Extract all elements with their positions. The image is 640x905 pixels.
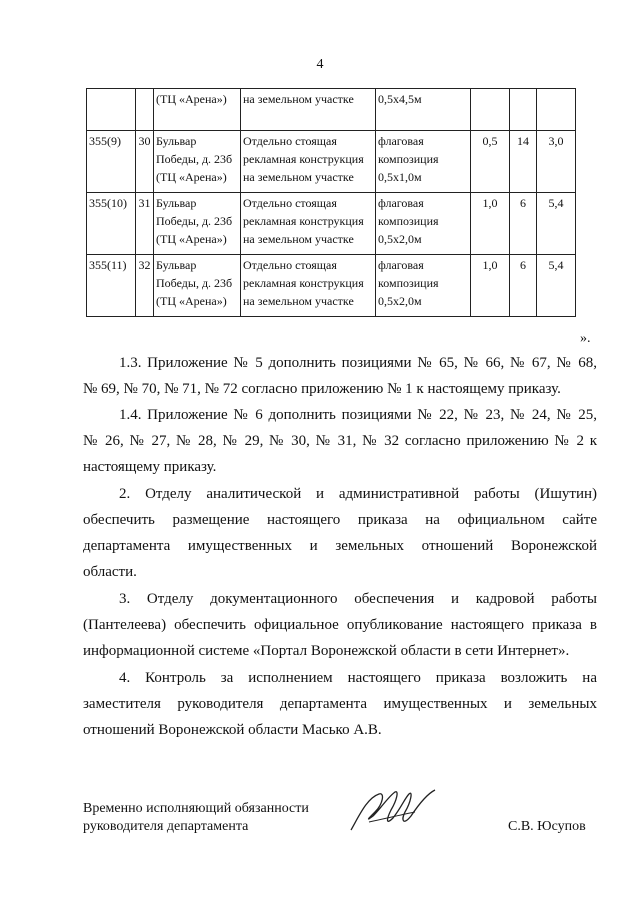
cell-line: (ТЦ «Арена») [156,232,227,246]
paragraph-1-3 [83,350,597,402]
cell-line: флаговая [378,258,424,272]
cell-line: рекламная конструкция [243,152,364,166]
cell-number: 355(10) [87,193,136,255]
cell-value-c: 3,0 [537,131,576,193]
cell-line: Победы, д. 23б [156,152,233,166]
cell-line: 0,5х1,0м [378,170,422,184]
cell-construction-kind [376,89,471,131]
cell-position: 32 [136,255,154,317]
cell-address [154,255,241,317]
cell-line: на земельном участке [243,92,354,106]
cell-line: композиция [378,276,439,290]
paragraph-line: области. [83,564,137,580]
cell-construction-type [241,89,376,131]
cell-line: на земельном участке [243,294,354,308]
cell-line: рекламная конструкция [243,214,364,228]
signatory-position-line: руководителя департамента [83,819,249,834]
cell-line: 0,5х2,0м [378,294,422,308]
cell-line: Бульвар [156,258,197,272]
paragraph-line: обеспечить размещение настоящего приказа на официальном сайте [83,512,597,528]
cell-value-a: 0,5 [471,131,510,193]
paragraph-line: отношений Воронежской области Масько А.В. [83,722,382,738]
cell-value-b: 14 [510,131,537,193]
cell-line: 0,5х4,5м [378,92,422,106]
cell-value-b: 6 [510,193,537,255]
table-closing-quote: ». [580,331,591,346]
paragraph-line: (Пантелеева) обеспечить официальное опубликование настоящего приказа в [83,617,597,633]
cell-position: 30 [136,131,154,193]
cell-line: флаговая [378,134,424,148]
paragraph-line: 4. Контроль за исполнением настоящего приказа возложить на [119,670,597,686]
cell-line: композиция [378,214,439,228]
cell-line: (ТЦ «Арена») [156,170,227,184]
cell-line: Отдельно стоящая [243,134,337,148]
cell-line: композиция [378,152,439,166]
cell-construction-kind [376,255,471,317]
cell-address [154,193,241,255]
paragraph-line: настоящему приказу. [83,459,217,475]
cell-line: на земельном участке [243,170,354,184]
signatory-position-line: Временно исполняющий обязанности [83,801,309,816]
paragraph-line: департамента имущественных и земельных отношений Воронежской [83,538,597,554]
table-row [87,131,576,193]
handwritten-signature [345,786,441,838]
paragraph-line: № 26, № 27, № 28, № 29, № 30, № 31, № 32 согласно приложению № 2 к [83,433,597,449]
paragraph-line: 1.4. Приложение № 6 дополнить позициями № 22, № 23, № 24, № 25, [119,407,597,423]
paragraph-4 [83,665,597,743]
cell-value-a [471,89,510,131]
cell-construction-kind [376,131,471,193]
paragraph-line: 1.3. Приложение № 5 дополнить позициями № 65, № 66, № 67, № 68, [119,355,597,371]
cell-construction-type [241,131,376,193]
cell-address [154,89,241,131]
cell-line: Отдельно стоящая [243,258,337,272]
cell-line: на земельном участке [243,232,354,246]
cell-line: Бульвар [156,196,197,210]
paragraph-line: 2. Отделу аналитической и административной работы (Ишутин) [119,486,597,502]
cell-number [87,89,136,131]
cell-value-c: 5,4 [537,193,576,255]
cell-position: 31 [136,193,154,255]
cell-value-b [510,89,537,131]
cell-number: 355(9) [87,131,136,193]
paragraph-line: 3. Отделу документационного обеспечения и кадровой работы [119,591,597,607]
cell-line: (ТЦ «Арена») [156,294,227,308]
cell-line: Победы, д. 23б [156,214,233,228]
cell-value-a: 1,0 [471,255,510,317]
signatory-position [83,800,309,836]
advertising-table [86,88,576,317]
paragraph-line: заместителя руководителя департамента имущественных и земельных [83,696,597,712]
cell-position [136,89,154,131]
paragraph-3 [83,586,597,664]
cell-value-c: 5,4 [537,255,576,317]
cell-line: Отдельно стоящая [243,196,337,210]
cell-line: Бульвар [156,134,197,148]
cell-line: (ТЦ «Арена») [156,92,227,106]
cell-construction-type [241,193,376,255]
cell-line: флаговая [378,196,424,210]
paragraph-line: информационной системе «Портал Воронежской области в сети Интернет». [83,643,570,659]
paragraph-1-4 [83,402,597,480]
signatory-name: С.В. Юсупов [508,819,586,834]
cell-value-c [537,89,576,131]
cell-line: 0,5х2,0м [378,232,422,246]
paragraph-2 [83,481,597,585]
cell-number: 355(11) [87,255,136,317]
cell-construction-type [241,255,376,317]
cell-address [154,131,241,193]
cell-construction-kind [376,193,471,255]
paragraph-line: № 69, № 70, № 71, № 72 согласно приложению № 1 к настоящему приказу. [83,381,561,397]
cell-value-a: 1,0 [471,193,510,255]
table-row [87,255,576,317]
page-number: 4 [316,57,324,72]
cell-line: Победы, д. 23б [156,276,233,290]
cell-value-b: 6 [510,255,537,317]
table-row [87,193,576,255]
cell-line: рекламная конструкция [243,276,364,290]
table-row [87,89,576,131]
